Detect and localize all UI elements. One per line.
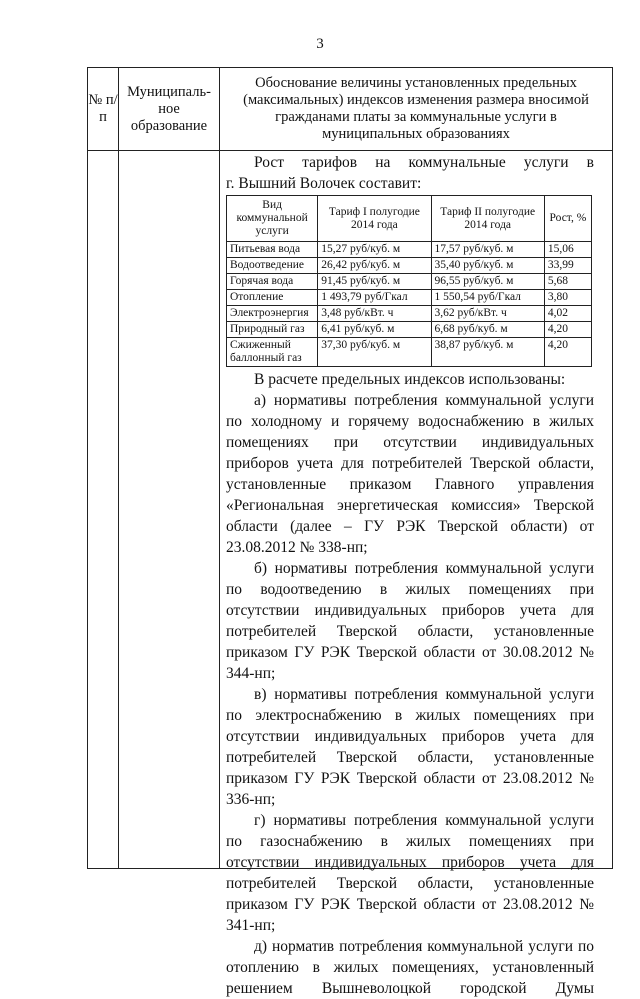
intro-line-1: Рост тарифов на коммунальные услуги в bbox=[254, 154, 594, 171]
list-item: а) нормативы потребления коммунальной услуги по холодному и горячему водоснабжению в жилых помещениях при отсутствии индивидуальных приборов учета для потребителей Тверской области, установленные приказом Главного управления «Региональная энергетическая комиссия» Тверской области (далее – ГУ РЭК Тверской области) от 23.08.2012 № 338-нп; bbox=[226, 392, 594, 556]
table-cell: Сжиженный баллонный газ bbox=[227, 338, 318, 367]
table-row bbox=[227, 242, 592, 258]
table-cell: 6,68 руб/куб. м bbox=[431, 322, 544, 338]
table-row bbox=[227, 258, 592, 274]
table-cell: 17,57 руб/куб. м bbox=[431, 242, 544, 258]
table-cell: 15,06 bbox=[544, 242, 591, 258]
table-cell: 35,40 руб/куб. м bbox=[431, 258, 544, 274]
table-cell: Горячая вода bbox=[227, 274, 318, 290]
tariff-table-header-row bbox=[227, 196, 592, 242]
table-cell: 1 550,54 руб/Гкал bbox=[431, 290, 544, 306]
tariff-table bbox=[226, 195, 592, 367]
column-divider bbox=[219, 68, 220, 868]
list-item: д) норматив потребления коммунальной услуги по отоплению в жилых помещениях, установленный решением Вышневолоцкой городской Думы bbox=[226, 938, 594, 997]
header-municipality-column: Муниципаль-ное образование bbox=[127, 83, 211, 134]
header-divider bbox=[88, 150, 612, 151]
table-row bbox=[227, 290, 592, 306]
table-row bbox=[227, 274, 592, 290]
table-cell: 26,42 руб/куб. м bbox=[318, 258, 431, 274]
list-item: в) нормативы потребления коммунальной услуги по электроснабжению в жилых помещениях при отсутствии индивидуальных приборов учета для потребителей Тверской области, установленные приказом ГУ РЭК Тверской области от 23.08.2012 № 336-нп; bbox=[226, 686, 594, 808]
table-cell: 4,02 bbox=[544, 306, 591, 322]
tariff-header-h2: Тариф II полугодие 2014 года bbox=[431, 196, 544, 242]
table-cell: 15,27 руб/куб. м bbox=[318, 242, 431, 258]
table-cell: Водоотведение bbox=[227, 258, 318, 274]
table-cell: 4,20 bbox=[544, 338, 591, 367]
table-cell: 33,99 bbox=[544, 258, 591, 274]
column-divider bbox=[118, 68, 119, 868]
table-row bbox=[227, 306, 592, 322]
list-item: г) нормативы потребления коммунальной услуги по газоснабжению в жилых помещениях при отсутствии индивидуальных приборов учета для потребителей Тверской области, установленные приказом ГУ РЭК Тверской области от 23.08.2012 № 341-нп; bbox=[226, 812, 594, 934]
calc-heading: В расчете предельных индексов использованы: bbox=[254, 371, 566, 388]
page-number: 3 bbox=[316, 36, 324, 52]
table-cell: Природный газ bbox=[227, 322, 318, 338]
table-row bbox=[227, 338, 592, 367]
table-cell: Электроэнергия bbox=[227, 306, 318, 322]
table-cell: 5,68 bbox=[544, 274, 591, 290]
table-cell: 3,80 bbox=[544, 290, 591, 306]
header-number-column: № п/п bbox=[88, 92, 118, 125]
table-cell: 1 493,79 руб/Гкал bbox=[318, 290, 431, 306]
table-cell: Питьевая вода bbox=[227, 242, 318, 258]
justification-content bbox=[226, 152, 594, 999]
tariff-header-service: Вид коммунальной услуги bbox=[227, 196, 318, 242]
table-cell: 38,87 руб/куб. м bbox=[431, 338, 544, 367]
table-cell: 4,20 bbox=[544, 322, 591, 338]
table-cell: 3,62 руб/кВт. ч bbox=[431, 306, 544, 322]
header-justification-column: Обоснование величины установленных предельных (максимальных) индексов изменения размера вносимой гражданами платы за коммунальные услуги в муниципальных образованиях bbox=[243, 75, 589, 142]
tariff-header-h1: Тариф I полугодие 2014 года bbox=[318, 196, 431, 242]
table-cell: Отопление bbox=[227, 290, 318, 306]
tariff-header-growth: Рост, % bbox=[544, 196, 591, 242]
intro-line-2: г. Вышний Волочек составит: bbox=[226, 175, 422, 192]
list-item: б) нормативы потребления коммунальной услуги по водоотведению в жилых помещениях при отсутствии индивидуальных приборов учета для потребителей Тверской области, установленные приказом ГУ РЭК Тверской области от 30.08.2012 № 344-нп; bbox=[226, 560, 594, 682]
table-cell: 3,48 руб/кВт. ч bbox=[318, 306, 431, 322]
table-cell: 37,30 руб/куб. м bbox=[318, 338, 431, 367]
table-cell: 6,41 руб/куб. м bbox=[318, 322, 431, 338]
table-cell: 91,45 руб/куб. м bbox=[318, 274, 431, 290]
table-cell: 96,55 руб/куб. м bbox=[431, 274, 544, 290]
table-row bbox=[227, 322, 592, 338]
